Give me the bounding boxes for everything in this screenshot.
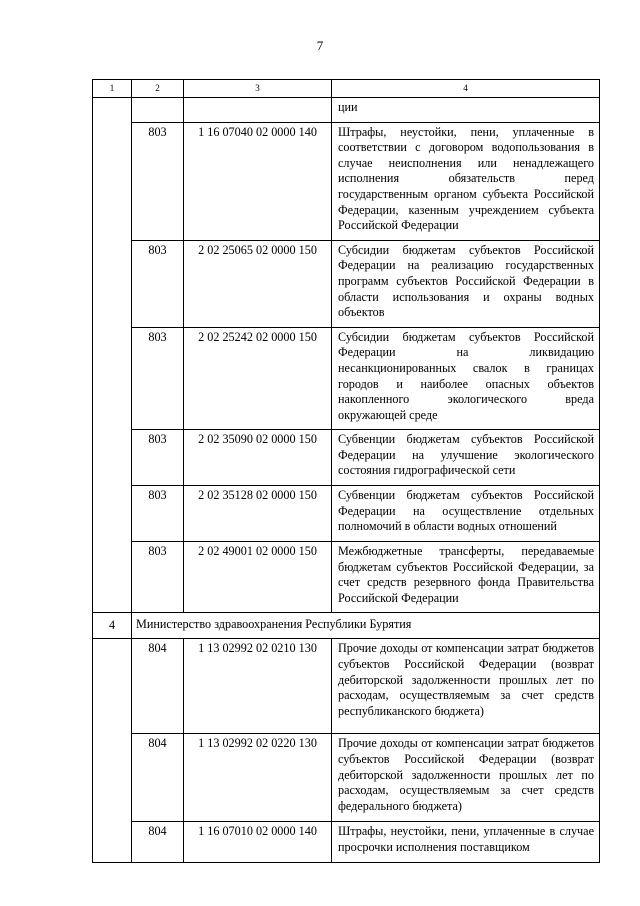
table-row bbox=[93, 430, 600, 486]
admin-code: 803 bbox=[132, 542, 184, 613]
table-row bbox=[93, 822, 600, 862]
header-col-3: 3 bbox=[184, 80, 332, 98]
section-index: 4 bbox=[93, 613, 132, 639]
admin-code: 804 bbox=[132, 734, 184, 822]
revenue-code: 1 16 07010 02 0000 140 bbox=[184, 822, 332, 862]
admin-code: 803 bbox=[132, 327, 184, 430]
table-row bbox=[93, 486, 600, 542]
section-row bbox=[93, 613, 600, 639]
revenue-name: Субвенции бюджетам субъектов Российской Федерации на осуществление отдельных полномочий в области водных отношений bbox=[332, 486, 600, 542]
admin-code: 804 bbox=[132, 639, 184, 734]
revenue-table bbox=[92, 79, 600, 863]
group-index-cell bbox=[93, 98, 132, 613]
header-col-2: 2 bbox=[132, 80, 184, 98]
table-row bbox=[93, 542, 600, 613]
table-row bbox=[93, 734, 600, 822]
group-index-cell bbox=[93, 639, 132, 862]
revenue-name: Прочие доходы от компенсации затрат бюджетов субъектов Российской Федерации (возврат дебиторской задолженности прошлых лет по расходам, осуществляемым за счет средств республиканского бюджета) bbox=[332, 639, 600, 734]
continuation-text: ции bbox=[332, 98, 600, 123]
revenue-name: Штрафы, неустойки, пени, уплаченные в соответствии с договором водопользования в случае неисполнения или ненадлежащего исполнения обязательств перед государственным органом субъекта Российской Федерации, казенным учреждением субъекта Российской Федерации bbox=[332, 122, 600, 240]
admin-code: 804 bbox=[132, 822, 184, 862]
admin-code: 803 bbox=[132, 122, 184, 240]
revenue-name: Межбюджетные трансферты, передаваемые бюджетам субъектов Российской Федерации, за счет средств резервного фонда Правительства Российской Федерации bbox=[332, 542, 600, 613]
revenue-name: Субвенции бюджетам субъектов Российской Федерации на улучшение экологического состояния гидрографической сети bbox=[332, 430, 600, 486]
admin-code: 803 bbox=[132, 240, 184, 327]
section-title: Министерство здравоохранения Республики Бурятия bbox=[132, 613, 600, 639]
header-col-1: 1 bbox=[93, 80, 132, 98]
header-col-4: 4 bbox=[332, 80, 600, 98]
table-row bbox=[93, 639, 600, 734]
revenue-code: 1 16 07040 02 0000 140 bbox=[184, 122, 332, 240]
table-header-row bbox=[93, 80, 600, 98]
revenue-code: 2 02 25065 02 0000 150 bbox=[184, 240, 332, 327]
table-row bbox=[93, 240, 600, 327]
revenue-name: Прочие доходы от компенсации затрат бюджетов субъектов Российской Федерации (возврат дебиторской задолженности прошлых лет по расходам, осуществляемым за счет средств федерального бюджета) bbox=[332, 734, 600, 822]
revenue-name: Субсидии бюджетам субъектов Российской Федерации на ликвидацию несанкционированных свалок в границах городов и наиболее опасных объектов накопленного экологического вреда окружающей среде bbox=[332, 327, 600, 430]
revenue-code: 1 13 02992 02 0220 130 bbox=[184, 734, 332, 822]
revenue-name: Штрафы, неустойки, пени, уплаченные в случае просрочки исполнения поставщиком bbox=[332, 822, 600, 862]
table-row bbox=[93, 98, 600, 123]
table-row bbox=[93, 327, 600, 430]
revenue-code: 2 02 49001 02 0000 150 bbox=[184, 542, 332, 613]
revenue-code: 2 02 35090 02 0000 150 bbox=[184, 430, 332, 486]
admin-code: 803 bbox=[132, 486, 184, 542]
revenue-code: 2 02 35128 02 0000 150 bbox=[184, 486, 332, 542]
page-number: 7 bbox=[316, 38, 324, 53]
admin-code: 803 bbox=[132, 430, 184, 486]
table-row bbox=[93, 122, 600, 240]
revenue-name: Субсидии бюджетам субъектов Российской Федерации на реализацию государственных программ субъектов Российской Федерации в области использования и охраны водных объектов bbox=[332, 240, 600, 327]
revenue-code: 1 13 02992 02 0210 130 bbox=[184, 639, 332, 734]
revenue-code: 2 02 25242 02 0000 150 bbox=[184, 327, 332, 430]
